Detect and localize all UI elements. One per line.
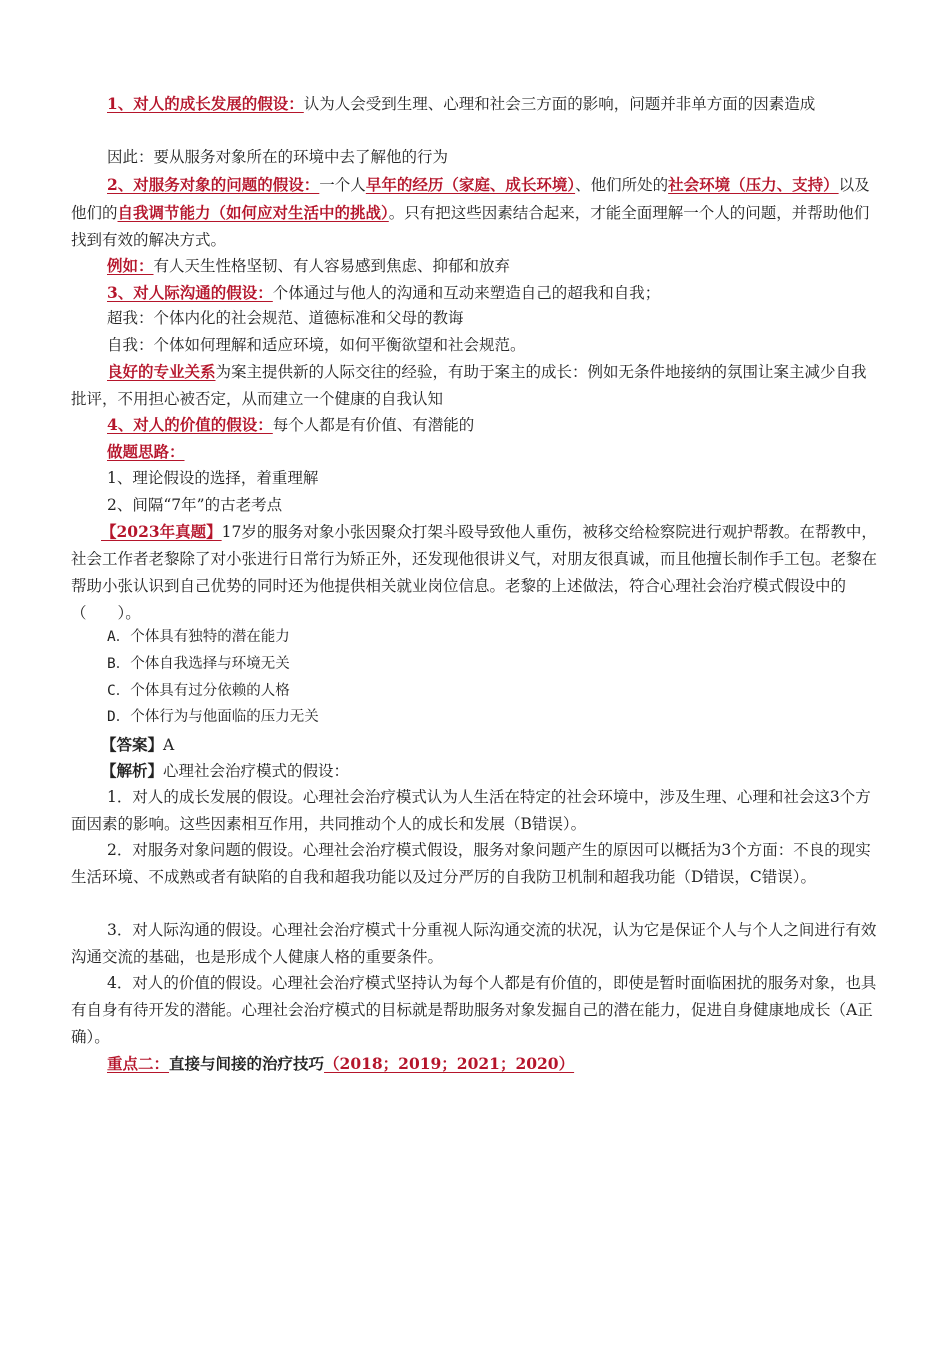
assumption-1-text: 认为人会受到生理、心理和社会三方面的影响，问题并非单方面的因素造成: [303, 95, 816, 113]
assumption-4-text: 每个人都是有价值、有潜能的: [272, 416, 475, 434]
assumption-2-label: 2、对服务对象的问题的假设：: [107, 175, 320, 194]
key-point-2-years: （2018；2019；2021；2020）: [324, 1054, 575, 1073]
answer: [71, 731, 881, 759]
highlight-early-experience: 早年的经历（家庭、成长环境）: [365, 175, 576, 194]
example: [71, 252, 881, 280]
assumption-2-text-1: 一个人: [319, 176, 366, 194]
explanation-point-3: 3．对人际沟通的假设。心理社会治疗模式十分重视人际沟通交流的状况，认为它是保证个人与个人之间进行有效沟通交流的基础，也是形成个人健康人格的重要条件。: [71, 921, 877, 966]
option-d: D．个体行为与他面临的压力无关: [107, 709, 319, 725]
option-a: A．个体具有独特的潜在能力: [107, 629, 290, 645]
answer-label: 【答案】: [101, 735, 164, 754]
example-label: 例如：: [107, 256, 154, 275]
professional-relationship-text: 为案主提供新的人际交往的经验，有助于案主的成长：例如无条件地接纳的氛围让案主减少自我批评，不用担心被否定，从而建立一个健康的自我认知: [71, 363, 867, 408]
explanation: [71, 757, 881, 785]
assumption-1-therefore: 因此：要从服务对象所在的环境中去了解他的行为: [107, 148, 449, 166]
exam-question: [71, 518, 881, 627]
assumption-1: [71, 90, 881, 118]
assumption-2-text-3: 以及他们的: [71, 176, 870, 222]
exam-question-text: 17岁的服务对象小张因聚众打架斗殴导致他人重伤，被移交给检察院进行观护帮教。在帮教中，社会工作者老黎除了对小张进行日常行为矫正外，还发现他很讲义气，对朋友很真诚，而且他擅长制作手工包。老黎在帮助小张认识到自己优势的同时还为他提供相关就业岗位信息。老黎的上述做法，符合心理社会治疗模式假设中的（ ）。: [71, 523, 878, 622]
ego-definition: 自我：个体如何理解和适应环境，如何平衡欲望和社会规范。: [107, 336, 526, 354]
tips-heading: [71, 438, 881, 466]
explanation-label: 【解析】: [101, 761, 164, 780]
assumption-3: [71, 279, 881, 307]
explanation-text: 心理社会治疗模式的假设：: [163, 762, 350, 780]
key-point-2-label: 重点二：: [107, 1054, 170, 1073]
explanation-point-4: 4．对人的价值的假设。心理社会治疗模式坚持认为每个人都是有价值的，即使是暂时面临困扰的服务对象，也具有自身有待开发的潜能。心理社会治疗模式的目标就是帮助服务对象发掘自己的潜在能力，促进自身健康地成长（A正确）。: [71, 974, 877, 1046]
assumption-1-label: 1、对人的成长发展的假设：: [107, 94, 304, 113]
key-point-2: [71, 1050, 881, 1078]
tip-2: 2、间隔“7年”的古老考点: [107, 496, 283, 514]
explanation-point-1: 1．对人的成长发展的假设。心理社会治疗模式认为人生活在特定的社会环境中，涉及生理、心理和社会这3个方面因素的影响。这些因素相互作用，共同推动个人的成长和发展（B错误）。: [71, 788, 871, 833]
key-point-2-title: 直接与间接的治疗技巧: [169, 1054, 325, 1073]
assumption-2-text-4: 。只有把这些因素结合起来，才能全面理解一个人的问题，并帮助他们找到有效的解决方式。: [71, 204, 870, 249]
example-text: 有人天生性格坚韧、有人容易感到焦虑、抑郁和放弃: [153, 257, 511, 275]
superego-definition: 超我：个体内化的社会规范、道德标准和父母的教诲: [107, 309, 464, 327]
answer-value: A: [163, 736, 175, 754]
explanation-point-2: 2．对服务对象问题的假设。心理社会治疗模式假设，服务对象问题产生的原因可以概括为3个方面：不良的现实生活环境、不成熟或者有缺陷的自我和超我功能以及过分严厉的自我防卫机制和超我功能（D错误，C错误）。: [71, 841, 871, 886]
assumption-4: [71, 411, 881, 439]
assumption-4-label: 4、对人的价值的假设：: [107, 415, 273, 434]
assumption-2: [71, 171, 881, 254]
tips-label: 做题思路：: [107, 442, 185, 461]
professional-relationship: [71, 358, 881, 413]
exam-question-label: 【2023年真题】: [101, 522, 222, 541]
highlight-social-environment: 社会环境（压力、支持）: [668, 175, 839, 194]
option-c: C．个体具有过分依赖的人格: [107, 683, 290, 699]
tip-1: 1、理论假设的选择，着重理解: [107, 469, 319, 487]
assumption-3-text: 个体通过与他人的沟通和互动来塑造自己的超我和自我；: [272, 284, 661, 302]
option-b: B．个体自我选择与环境无关: [107, 656, 290, 672]
professional-relationship-label: 良好的专业关系: [107, 362, 216, 381]
highlight-self-regulation: 自我调节能力（如何应对生活中的挑战）: [117, 203, 389, 222]
assumption-3-label: 3、对人际沟通的假设：: [107, 283, 273, 302]
assumption-2-text-2: 、他们所处的: [575, 176, 669, 194]
